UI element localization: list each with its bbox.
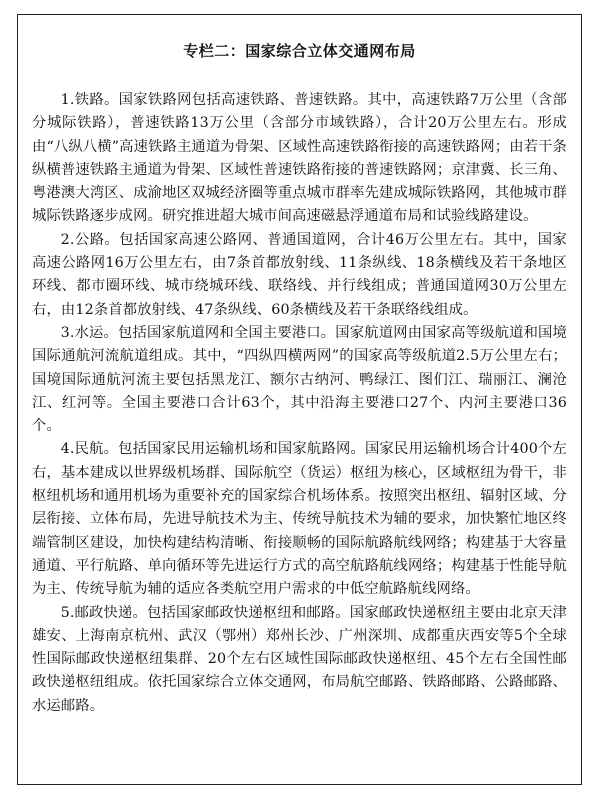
paragraph-highway: 2.公路。包括国家高速公路网、普通国道网，合计46万公里左右。其中，国家高速公路网16万公里左右，由7条首都放射线、11条纵线、18条横线及若干条地区环线、都市圈环线、城市绕城环线、联络线、并行线组成；普通国道网30万公里左右，由12条首都放射线、47条纵线、60条横线及若干条联络线组成。 [32,231,567,318]
paragraph-civil-aviation: 4.民航。包括国家民用运输机场和国家航路网。国家民用运输机场合计400个左右，基本建成以世界级机场群、国际航空（货运）枢纽为核心，区域枢纽为骨干，非枢纽机场和通用机场为重要补充的国家综合机场体系。按照突出枢纽、辐射区域、分层衔接、立体布局，先进导航技术为主、传统导航技术为辅的要求，加快繁忙地区终端管制区建设，加快构建结构清晰、衔接顺畅的国际航路航线网络；构建基于大容量通道、平行航路、单向循环等先进运行方式的高空航路航线网络；构建基于性能导航为主、传统导航为辅的适应各类航空用户需求的中低空航路航线网络。 [32,441,567,598]
paragraph-postal-express: 5.邮政快递。包括国家邮政快递枢纽和邮路。国家邮政快递枢纽主要由北京天津雄安、上海南京杭州、武汉（鄂州）郑州长沙、广州深圳、成都重庆西安等5个全球性国际邮政快递枢纽集群、20个左右区域性国际邮政快递枢纽、45个左右全国性邮政快递枢纽组成。依托国家综合立体交通网，布局航空邮路、铁路邮路、公路邮路、水运邮路。 [32,604,567,714]
column-title: 专栏二：国家综合立体交通网布局 [183,42,416,60]
paragraph-railway: 1.铁路。国家铁路网包括高速铁路、普速铁路。其中，高速铁路7万公里（含部分城际铁路），普速铁路13万公里（含部分市域铁路），合计20万公里左右。形成由“八纵八横”高速铁路主通道为骨架、区域性高速铁路衔接的高速铁路网；由若干条纵横普速铁路主通道为骨架、区域性普速铁路衔接的普速铁路网；京津冀、长三角、粤港澳大湾区、成渝地区双城经济圈等重点城市群率先建成城际铁路网，其他城市群城际铁路逐步成网。研究推进超大城市间高速磁悬浮通道布局和试验线路建设。 [32,92,568,225]
column-box [17,14,582,785]
paragraph-waterway: 3.水运。包括国家航道网和全国主要港口。国家航道网由国家高等级航道和国境国际通航河流航道组成。其中，“四纵四横两网”的国家高等级航道2.5万公里左右；国境国际通航河流主要包括黑龙江、额尔古纳河、鸭绿江、图们江、瑞丽江、澜沧江、红河等。全国主要港口合计63个，其中沿海主要港口27个、内河主要港口36个。 [32,324,567,435]
